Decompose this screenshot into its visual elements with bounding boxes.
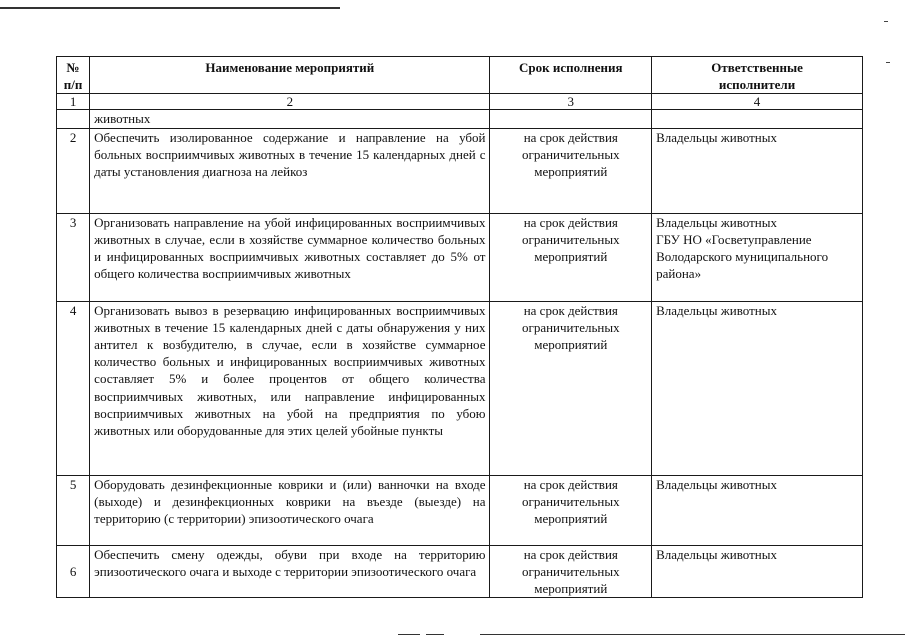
scan-artifact-bottom-line: [480, 634, 905, 635]
table-row: [57, 301, 863, 475]
scan-artifact-bottom-dash: [426, 634, 444, 635]
table-row: [57, 545, 863, 598]
continuation-row: [57, 110, 863, 128]
measures-table: [56, 56, 863, 598]
table-header-row: [57, 57, 863, 94]
measure-name: Обеспечить изолированное содержание и направление на убой больных восприимчивых животных в течение 15 календарных дней с даты установления диагноза на лейкоз: [90, 128, 490, 213]
measure-name: Обеспечить смену одежды, обуви при входе на территорию эпизоотического очага и выходе с территории эпизоотического очага: [90, 545, 490, 598]
deadline: на срок действия ограничительных мероприятий: [490, 475, 652, 545]
measure-name: Организовать вывоз в резервацию инфицированных восприимчивых животных в течение 15 календарных дней с даты обнаружения у них антител к возбудителю, в случае, если в хозяйстве суммарное количество больных и инфицированных восприимчивых животных составляет 5% и более процентов от общего количества восприимчивых животных, или направление инфицированных восприимчивых животных на убой на предприятия по убою животных или оборудованные для этих целей убойные пункты: [90, 301, 490, 475]
header-responsible: Ответственные исполнители: [652, 57, 863, 94]
row-number: 6: [57, 545, 90, 598]
table-cell: [490, 110, 652, 128]
row-number: 3: [57, 213, 90, 301]
scan-artifact-bottom-dash: [398, 634, 420, 635]
header-deadline: Срок исполнения: [490, 57, 652, 94]
row-number: 2: [57, 128, 90, 213]
deadline: на срок действия ограничительных мероприятий: [490, 301, 652, 475]
responsible: Владельцы животных: [652, 545, 863, 598]
table-row: [57, 128, 863, 213]
row-number: 5: [57, 475, 90, 545]
responsible: Владельцы животных ГБУ НО «Госветуправление Володарского муниципального района»: [652, 213, 863, 301]
header-number: № п/п: [57, 57, 90, 94]
row-number: 4: [57, 301, 90, 475]
table-cell: [652, 110, 863, 128]
column-index: 3: [490, 94, 652, 110]
column-index-row: [57, 94, 863, 110]
deadline: на срок действия ограничительных мероприятий: [490, 213, 652, 301]
scan-artifact-dot: [886, 62, 890, 63]
responsible: Владельцы животных: [652, 475, 863, 545]
responsible: Владельцы животных: [652, 128, 863, 213]
table-cell: [57, 110, 90, 128]
table-row: [57, 213, 863, 301]
column-index: 1: [57, 94, 90, 110]
responsible: Владельцы животных: [652, 301, 863, 475]
scan-artifact-dot: [884, 21, 888, 22]
deadline: на срок действия ограничительных мероприятий: [490, 128, 652, 213]
scan-artifact-top-line: [0, 7, 340, 9]
column-index: 4: [652, 94, 863, 110]
measure-name: Организовать направление на убой инфицированных восприимчивых животных в случае, если в хозяйстве суммарное количество больных и инфицированных восприимчивых животных составляет до 5% от общего количества восприимчивых животных: [90, 213, 490, 301]
column-index: 2: [90, 94, 490, 110]
measure-name: Оборудовать дезинфекционные коврики и (или) ванночки на входе (выходе) и дезинфекционных коврики на въезде (выезде) на территорию (с территории) эпизоотического очага: [90, 475, 490, 545]
table-row: [57, 475, 863, 545]
continuation-text: животных: [90, 110, 490, 128]
deadline: на срок действия ограничительных мероприятий: [490, 545, 652, 598]
header-measure-name: Наименование мероприятий: [90, 57, 490, 94]
